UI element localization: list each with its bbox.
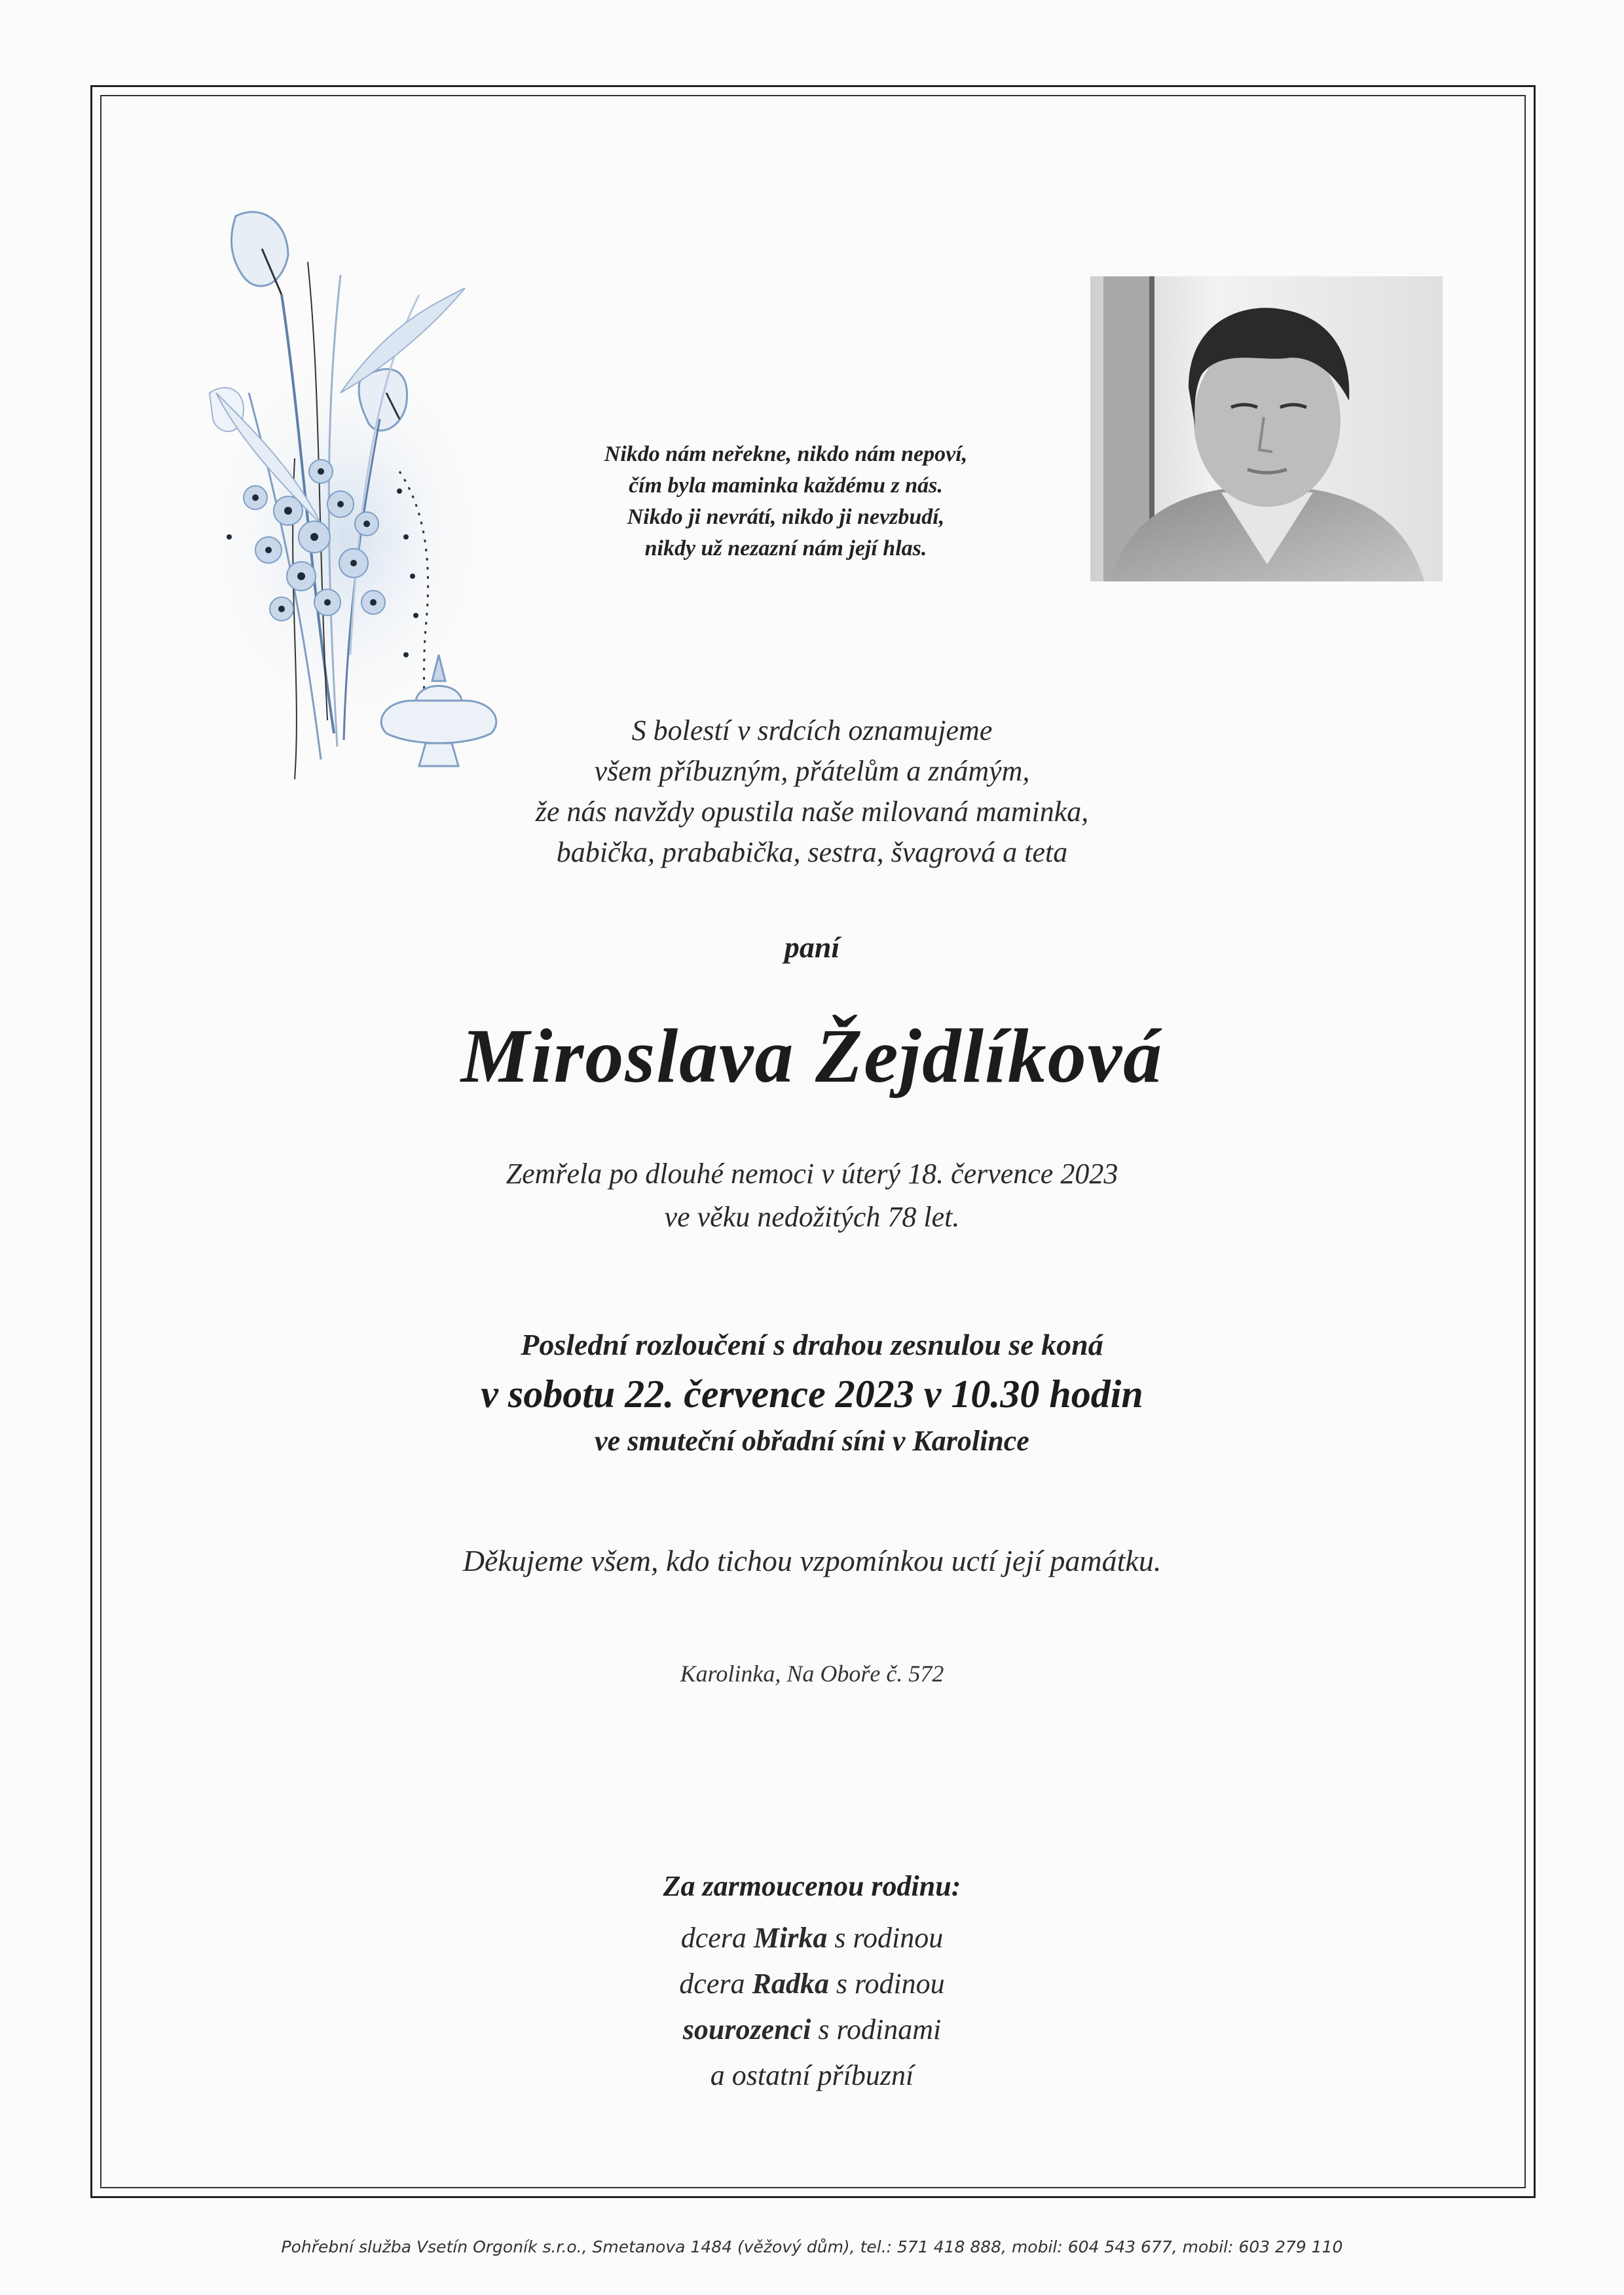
announcement-line: všem příbuzným, přátelům a známým, <box>594 755 1030 787</box>
calla-lily-bouquet-with-lamp-icon <box>190 196 557 786</box>
funeral-service-footer: Pohřební služba Vsetín Orgoník s.r.o., Smetanova 1484 (věžový dům), tel.: 571 418 888, mobil: 604 543 677, mobil: 603 279 110 <box>281 2237 1343 2256</box>
family-member: a ostatní příbuzní <box>710 2059 914 2091</box>
announcement-line: S bolestí v srdcích oznamujeme <box>631 714 993 746</box>
memorial-verse <box>511 439 1061 564</box>
deceased-name: Miroslava Žejdlíková <box>460 1013 1164 1099</box>
verse-line: Nikdo ji nevrátí, nikdo ji nevzbudí, <box>627 505 945 529</box>
verse-line: Nikdo nám neřekne, nikdo nám nepoví, <box>604 442 968 466</box>
family-heading: Za zarmoucenou rodinu: <box>663 1870 961 1902</box>
verse-line: nikdy už nezazní nám její hlas. <box>644 536 927 560</box>
death-info <box>0 1152 1624 1239</box>
funeral-intro: Poslední rozloučení s drahou zesnulou se koná <box>521 1328 1103 1361</box>
verse-line: čím byla maminka každému z nás. <box>629 473 943 498</box>
announcement-line: babička, prababička, sestra, švagrová a teta <box>556 836 1068 868</box>
announcement <box>0 710 1624 873</box>
family-address: Karolinka, Na Oboře č. 572 <box>680 1661 944 1687</box>
family-member: dcera Radka s rodinou <box>679 1968 945 2000</box>
death-info-line: ve věku nedožitých 78 let. <box>664 1201 960 1233</box>
announcement-line: že nás navždy opustila naše milovaná maminka, <box>535 796 1089 828</box>
family-list <box>0 1915 1624 2099</box>
funeral-datetime: v sobotu 22. července 2023 v 10.30 hodin <box>481 1372 1143 1416</box>
death-info-line: Zemřela po dlouhé nemoci v úterý 18. července 2023 <box>506 1158 1118 1190</box>
funeral-place: ve smuteční obřadní síni v Karolince <box>595 1425 1029 1457</box>
portrait-photo <box>1090 276 1443 581</box>
family-member: dcera Mirka s rodinou <box>680 1922 944 1954</box>
thanks-note: Děkujeme všem, kdo tichou vzpomínkou uctí její památku. <box>462 1544 1162 1577</box>
family-member: sourozenci s rodinami <box>682 2013 942 2046</box>
honorific: paní <box>784 930 840 964</box>
